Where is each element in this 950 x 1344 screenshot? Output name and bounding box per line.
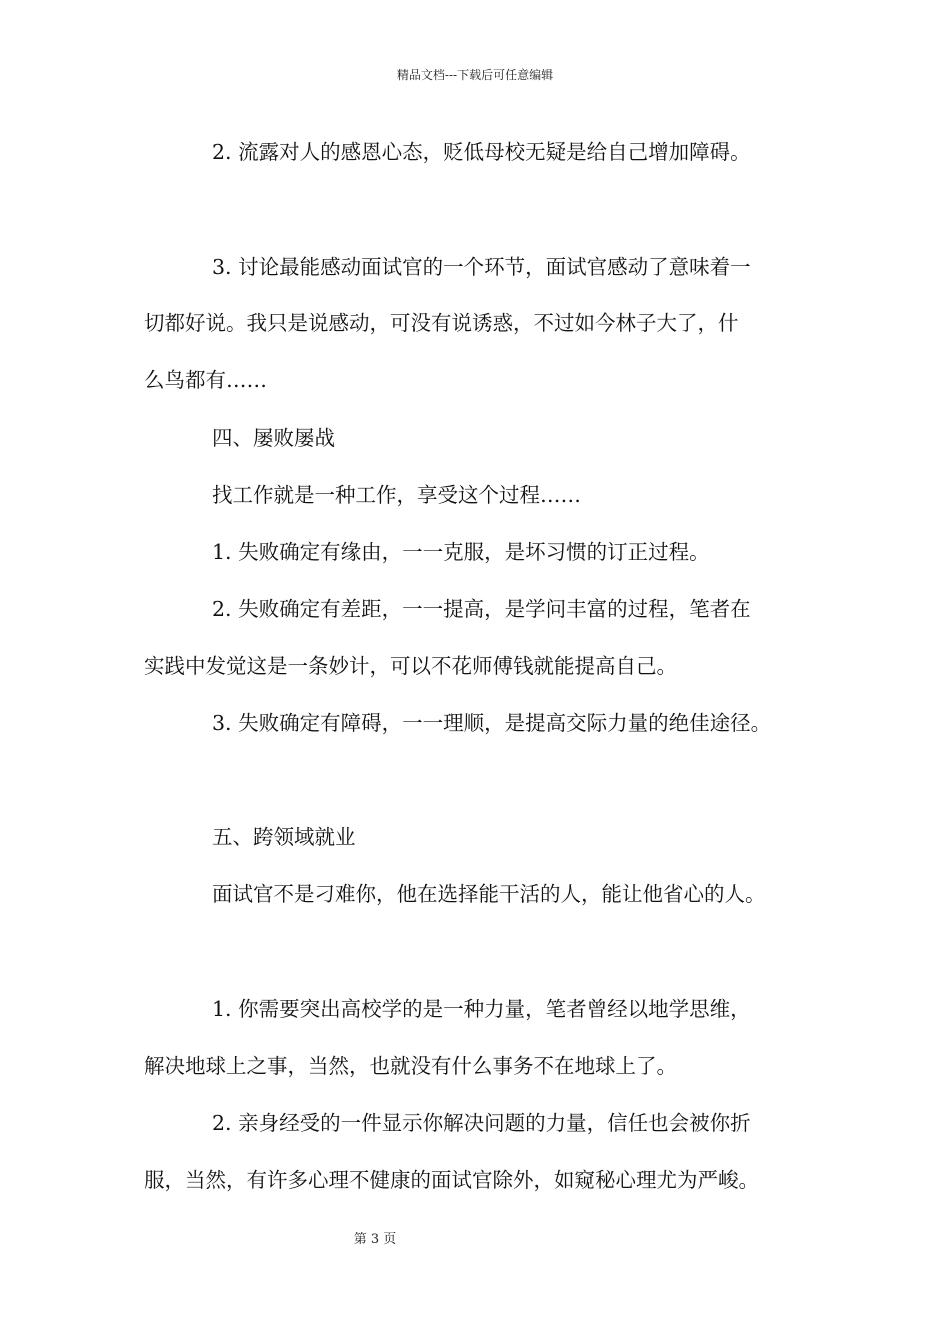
paragraph-line: 找工作就是一种工作，享受这个过程…… xyxy=(212,483,581,507)
paragraph-line: 1. 你需要突出高校学的是一种力量，笔者曾经以地学思维， xyxy=(212,997,751,1021)
paragraph-line: 3. 讨论最能感动面试官的一个环节，面试官感动了意味着一 xyxy=(212,255,751,279)
paragraph-line: 解决地球上之事，当然，也就没有什么事务不在地球上了。 xyxy=(144,1054,677,1078)
paragraph-line: 2. 失败确定有差距，一一提高，是学问丰富的过程，笔者在 xyxy=(212,597,751,621)
paragraph-line: 2. 亲身经受的一件显示你解决问题的力量，信任也会被你折 xyxy=(212,1111,751,1135)
section-heading: 四、屡败屡战 xyxy=(212,426,335,450)
paragraph-line: 实践中发觉这是一条妙计，可以不花师傅钱就能提高自己。 xyxy=(144,654,677,678)
paragraph-line: 1. 失败确定有缘由，一一克服，是坏习惯的订正过程。 xyxy=(212,540,710,564)
page-number: 第 3 页 xyxy=(353,1232,397,1247)
page-header: 精品文档---下载后可任意编辑 xyxy=(396,68,554,82)
paragraph-line: 2. 流露对人的感恩心态，贬低母校无疑是给自己增加障碍。 xyxy=(212,140,751,164)
paragraph-line: 面试官不是刁难你，他在选择能干活的人，能让他省心的人。 xyxy=(212,882,766,906)
paragraph-line: 服，当然，有许多心理不健康的面试官除外，如窥秘心理尤为严峻。 xyxy=(144,1168,759,1192)
section-heading: 五、跨领域就业 xyxy=(212,825,356,849)
paragraph-line: 3. 失败确定有障碍，一一理顺，是提高交际力量的绝佳途径。 xyxy=(212,711,772,735)
paragraph-line: 切都好说。我只是说感动，可没有说诱惑，不过如今林子大了，什 xyxy=(144,311,739,335)
paragraph-line: 么鸟都有…… xyxy=(144,368,267,392)
